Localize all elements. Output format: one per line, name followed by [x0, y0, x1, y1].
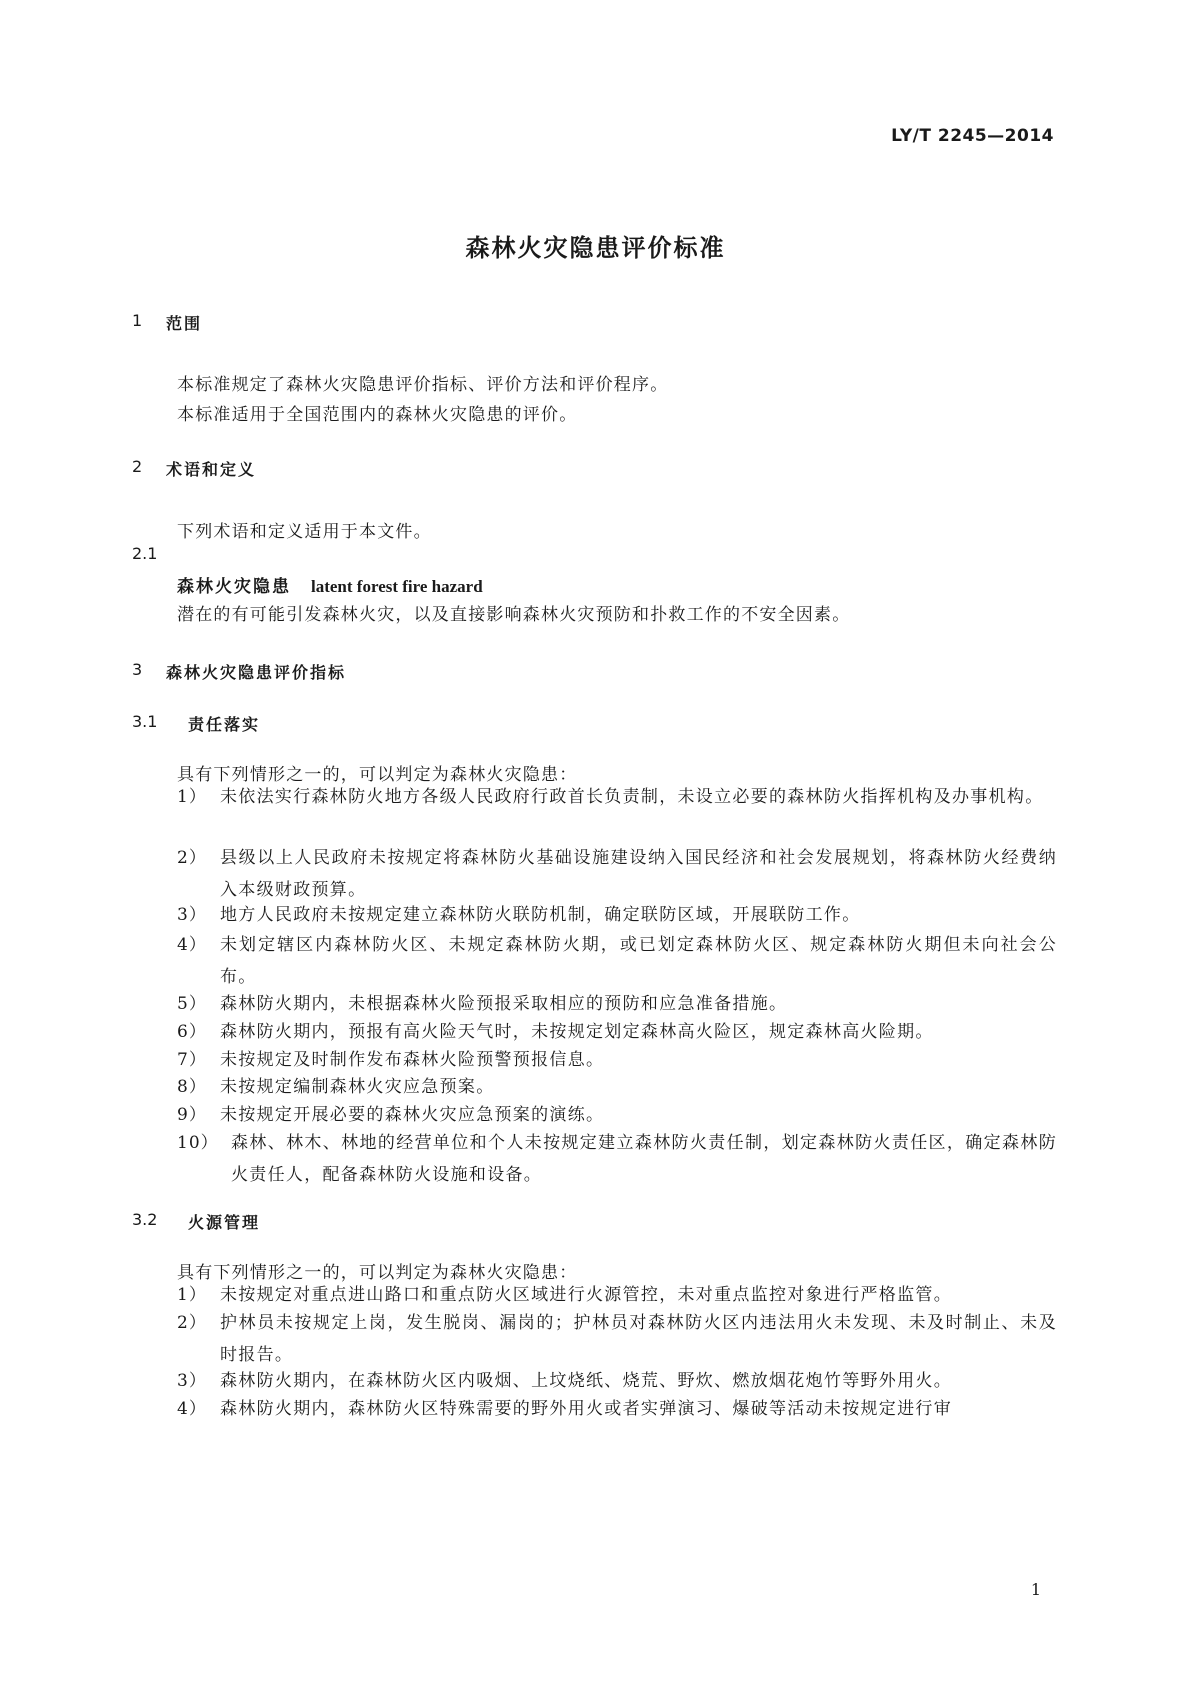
item-number: 5）: [177, 994, 207, 1014]
page-number: 1: [1030, 1580, 1041, 1599]
document-title: 森林火灾隐患评价标准: [465, 234, 726, 262]
section-number: 3.2: [132, 1210, 158, 1229]
list-item: [177, 842, 1057, 906]
section-label: 火源管理: [188, 1213, 261, 1232]
section-label: 范围: [166, 314, 203, 333]
term-entry: [177, 572, 483, 597]
section-intro: 具有下列情形之一的，可以判定为森林火灾隐患：: [177, 1263, 578, 1283]
standard-code: LY/T 2245—2014: [891, 126, 1054, 146]
item-number: 4）: [177, 1399, 207, 1419]
item-text: 森林防火期内，未根据森林火险预报采取相应的预防和应急准备措施。: [220, 994, 788, 1014]
item-text: 森林、林木、林地的经营单位和个人未按规定建立森林防火责任制，划定森林防火责任区，确定森林防火责任人，配备森林防火设施和设备。: [231, 1133, 1057, 1185]
item-text: 护林员未按规定上岗，发生脱岗、漏岗的；护林员对森林防火区内违法用火未发现、未及时制止、未及时报告。: [220, 1313, 1057, 1365]
item-number: 7）: [177, 1050, 207, 1070]
item-text: 森林防火期内，预报有高火险天气时，未按规定划定森林高火险区，规定森林高火险期。: [220, 1022, 934, 1042]
item-text: 未依法实行森林防火地方各级人民政府行政首长负责制，未设立必要的森林防火指挥机构及办事机构。: [220, 787, 1044, 807]
item-text: 森林防火期内，森林防火区特殊需要的野外用火或者实弹演习、爆破等活动未按规定进行审: [220, 1399, 952, 1419]
section-3-1-heading: [132, 712, 260, 735]
list-item: [177, 1307, 1057, 1371]
item-number: 6）: [177, 1022, 207, 1042]
list-item: [177, 1127, 1057, 1191]
section-label: 森林火灾隐患评价指标: [166, 663, 347, 682]
item-number: 4）: [177, 935, 207, 955]
paragraph: 本标准规定了森林火灾隐患评价指标、评价方法和评价程序。: [177, 375, 669, 395]
term-chinese: 森林火灾隐患: [177, 577, 291, 597]
item-number: 10）: [177, 1133, 219, 1153]
item-number: 2）: [177, 848, 207, 868]
list-item: [177, 899, 1057, 931]
list-item: [177, 781, 1057, 813]
section-3-2-heading: [132, 1210, 260, 1233]
clause-number: 2.1: [132, 544, 158, 563]
section-2-heading: [132, 457, 256, 480]
section-3-heading: [132, 660, 346, 683]
item-text: 未按规定开展必要的森林火灾应急预案的演练。: [220, 1105, 605, 1125]
item-number: 3）: [177, 1371, 207, 1391]
section-number: 3: [132, 660, 143, 679]
section-label: 术语和定义: [166, 460, 257, 479]
section-1-heading: [132, 311, 202, 334]
paragraph: 本标准适用于全国范围内的森林火灾隐患的评价。: [177, 405, 578, 425]
item-number: 1）: [177, 787, 207, 807]
list-item: [177, 1393, 1057, 1425]
item-number: 3）: [177, 905, 207, 925]
item-number: 9）: [177, 1105, 207, 1125]
item-text: 未按规定编制森林火灾应急预案。: [220, 1077, 495, 1097]
item-text: 未按规定对重点进山路口和重点防火区域进行火源管控，未对重点监控对象进行严格监管。: [220, 1285, 952, 1305]
item-number: 8）: [177, 1077, 207, 1097]
section-number: 2: [132, 457, 143, 476]
paragraph: 下列术语和定义适用于本文件。: [177, 522, 432, 542]
item-text: 森林防火期内，在森林防火区内吸烟、上坟烧纸、烧荒、野炊、燃放烟花炮竹等野外用火。: [220, 1371, 952, 1391]
item-text: 地方人民政府未按规定建立森林防火联防机制，确定联防区域，开展联防工作。: [220, 905, 861, 925]
list-item: [177, 929, 1057, 993]
section-label: 责任落实: [188, 715, 261, 734]
item-number: 2）: [177, 1313, 207, 1333]
item-text: 未划定辖区内森林防火区、未规定森林防火期，或已划定森林防火区、规定森林防火期但未向社会公布。: [220, 935, 1057, 987]
section-intro: 具有下列情形之一的，可以判定为森林火灾隐患：: [177, 765, 578, 785]
item-text: 未按规定及时制作发布森林火险预警预报信息。: [220, 1050, 605, 1070]
item-text: 县级以上人民政府未按规定将森林防火基础设施建设纳入国民经济和社会发展规划，将森林防火经费纳入本级财政预算。: [220, 848, 1057, 900]
section-number: 3.1: [132, 712, 158, 731]
item-number: 1）: [177, 1285, 207, 1305]
term-english: latent forest fire hazard: [311, 577, 483, 596]
section-number: 1: [132, 311, 143, 330]
term-definition: 潜在的有可能引发森林火灾，以及直接影响森林火灾预防和扑救工作的不安全因素。: [177, 605, 851, 625]
